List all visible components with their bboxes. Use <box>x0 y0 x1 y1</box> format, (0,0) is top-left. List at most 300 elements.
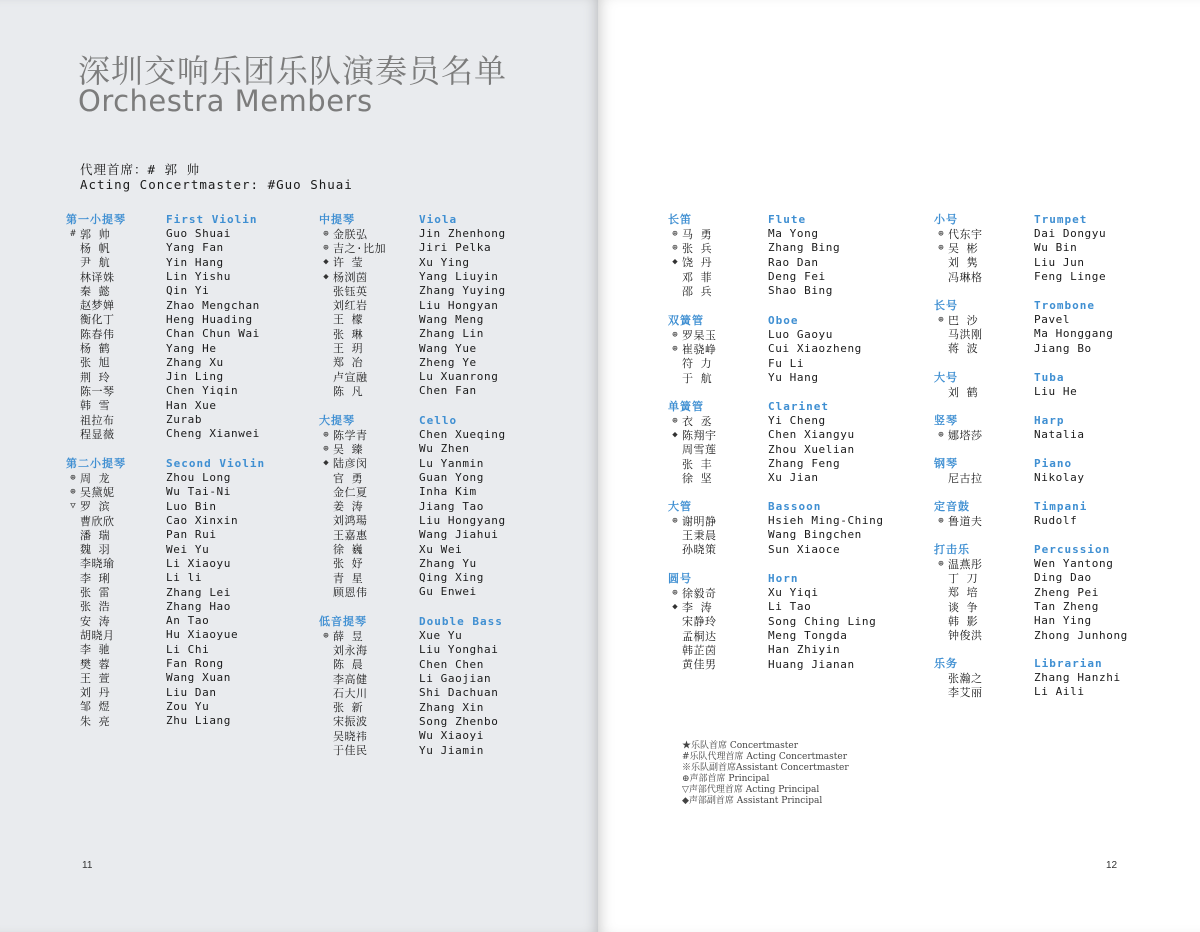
member-name-cn: 张 旭 <box>80 356 111 370</box>
section-heading-en: First Violin <box>166 212 258 226</box>
member-row <box>319 384 506 398</box>
member-row <box>934 341 1113 355</box>
member-name-en: Hsieh Ming-Ching <box>768 514 884 528</box>
section-heading-cn: 长号 <box>934 299 958 313</box>
member-row <box>934 685 1121 699</box>
member-row <box>668 356 862 370</box>
member-name-cn: 罗 滨 <box>80 500 111 514</box>
legend-principal: ⊕声部首席 Principal <box>682 774 770 784</box>
legend-assistant-principal: ◆声部副首席 Assistant Principal <box>682 796 823 806</box>
member-row <box>668 428 855 442</box>
page-number-right: 12 <box>1106 860 1118 871</box>
section-heading-en: Librarian <box>1034 656 1103 670</box>
member-name-cn: 于 航 <box>682 371 713 385</box>
member-name-cn: 荆 玲 <box>80 370 111 384</box>
member-name-cn: 王秉晨 <box>682 528 717 542</box>
section-heading-en: Double Bass <box>419 614 503 628</box>
member-name-cn: 青 星 <box>333 571 364 585</box>
role-mark: ⊕ <box>938 515 944 526</box>
member-row <box>66 671 265 685</box>
member-name-cn: 鲁道夫 <box>948 514 983 528</box>
member-name-cn: 魏 羽 <box>80 543 111 557</box>
member-row <box>66 298 260 312</box>
member-name-en: Yi Cheng <box>768 414 826 428</box>
role-mark: ⊕ <box>938 429 944 440</box>
member-name-en: Wang Xuan <box>166 671 232 685</box>
member-name-en: Han Xue <box>166 398 217 412</box>
member-name-en: Heng Huading <box>166 312 253 326</box>
section-heading-cn: 小号 <box>934 213 958 227</box>
member-name-cn: 饶 丹 <box>682 256 713 270</box>
member-row <box>668 657 876 671</box>
member-name-cn: 顾恩伟 <box>333 585 368 599</box>
member-name-en: Fu Li <box>768 356 805 370</box>
role-mark: ⊕ <box>323 429 329 440</box>
member-name-en: Zhou Long <box>166 471 232 485</box>
member-name-en: Zhao Mengchan <box>166 298 260 312</box>
member-name-cn: 杨浏茵 <box>333 270 368 284</box>
member-row <box>66 341 260 355</box>
member-name-cn: 王嘉惠 <box>333 528 368 542</box>
member-name-en: Rao Dan <box>768 255 819 269</box>
member-name-en: Liu He <box>1034 385 1078 399</box>
member-row <box>319 241 506 255</box>
member-row <box>66 312 260 326</box>
member-name-en: Jiang Tao <box>419 499 485 513</box>
section-heading-cn: 第二小提琴 <box>66 457 126 471</box>
member-row <box>66 427 260 441</box>
title-english: Orchestra Members <box>78 84 373 118</box>
role-mark: ◆ <box>672 257 678 268</box>
section-heading <box>668 313 862 328</box>
member-name-en: Liu Hongyang <box>419 513 506 527</box>
member-name-cn: 陈一琴 <box>80 384 115 398</box>
section-heading <box>934 542 1128 557</box>
member-row <box>319 499 506 513</box>
member-name-cn: 陈 凡 <box>333 384 364 398</box>
member-name-cn: 林译姝 <box>80 270 115 284</box>
role-mark: ⊕ <box>938 558 944 569</box>
member-name-en: Yin Hang <box>166 255 224 269</box>
member-row <box>66 542 265 556</box>
member-name-cn: 朱 亮 <box>80 714 111 728</box>
member-name-en: Zheng Ye <box>419 355 477 369</box>
member-row <box>668 241 840 255</box>
member-row <box>668 614 876 628</box>
member-name-cn: 张 兵 <box>682 241 713 255</box>
member-name-cn: 张瀚之 <box>948 671 983 685</box>
section-timpani <box>934 499 1087 528</box>
acting-concertmaster <box>80 162 353 192</box>
member-name-en: Chan Chun Wai <box>166 327 260 341</box>
section-heading-en: Tuba <box>1034 370 1065 384</box>
member-name-en: Xu Jian <box>768 471 819 485</box>
section-heading <box>319 614 503 629</box>
section-heading-en: Clarinet <box>768 399 829 413</box>
member-row <box>66 642 265 656</box>
member-name-cn: 黄佳男 <box>682 658 717 672</box>
member-name-cn: 谈 争 <box>948 600 979 614</box>
section-heading-en: Trumpet <box>1034 212 1088 226</box>
member-name-en: Yang Fan <box>166 241 224 255</box>
member-name-cn: 杨 鹤 <box>80 342 111 356</box>
member-name-en: Zhang Hanzhi <box>1034 671 1121 685</box>
member-name-en: Rudolf <box>1034 514 1078 528</box>
member-row <box>668 370 862 384</box>
member-name-en: Jiri Pelka <box>419 241 492 255</box>
section-heading-en: Timpani <box>1034 499 1088 513</box>
role-mark: # <box>70 228 76 239</box>
member-row <box>66 613 265 627</box>
role-mark: ⊕ <box>672 242 678 253</box>
section-oboe <box>668 313 862 385</box>
member-name-cn: 刘红岩 <box>333 299 368 313</box>
member-name-cn: 刘 鹤 <box>948 385 979 399</box>
member-name-en: Nikolay <box>1034 471 1085 485</box>
member-name-en: Wen Yantong <box>1034 557 1114 571</box>
member-name-cn: 张钰英 <box>333 284 368 298</box>
member-name-en: Xu Yiqi <box>768 586 819 600</box>
member-name-cn: 冯琳格 <box>948 270 983 284</box>
section-heading-cn: 大号 <box>934 371 958 385</box>
member-name-cn: 张 妤 <box>333 557 364 571</box>
member-name-en: Shi Dachuan <box>419 686 499 700</box>
member-name-en: Chen Yiqin <box>166 384 239 398</box>
member-row <box>668 528 884 542</box>
member-row <box>934 571 1128 585</box>
member-name-en: Ding Dao <box>1034 571 1092 585</box>
member-name-cn: 韩 影 <box>948 614 979 628</box>
section-heading <box>934 499 1087 514</box>
member-name-cn: 吴晓祎 <box>333 729 368 743</box>
member-name-cn: 周 龙 <box>80 471 111 485</box>
member-row <box>934 514 1087 528</box>
member-name-cn: 徐 坚 <box>682 471 713 485</box>
section-first-violin <box>66 212 260 441</box>
section-trumpet <box>934 212 1106 284</box>
member-name-cn: 陈春伟 <box>80 327 115 341</box>
member-name-cn: 张 琳 <box>333 327 364 341</box>
role-mark: ⊕ <box>323 228 329 239</box>
member-row <box>66 369 260 383</box>
member-row <box>319 714 503 728</box>
member-name-cn: 衡化丁 <box>80 313 115 327</box>
member-name-cn: 马 勇 <box>682 227 713 241</box>
member-row <box>668 456 855 470</box>
member-name-cn: 韩 雪 <box>80 399 111 413</box>
section-heading-en: Second Violin <box>166 456 266 470</box>
role-mark: ⊕ <box>672 515 678 526</box>
section-heading-en: Viola <box>419 212 458 226</box>
member-name-en: Lu Yanmin <box>419 456 485 470</box>
member-row <box>934 599 1128 613</box>
member-row <box>66 398 260 412</box>
section-cello <box>319 413 506 599</box>
member-row <box>66 384 260 398</box>
member-name-cn: 薛 昱 <box>333 629 364 643</box>
member-row <box>668 255 840 269</box>
member-name-cn: 尼古拉 <box>948 471 983 485</box>
member-row <box>934 671 1121 685</box>
member-name-en: Luo Gaoyu <box>768 328 834 342</box>
member-row <box>668 284 840 298</box>
member-row <box>319 428 506 442</box>
member-row <box>319 528 506 542</box>
member-row <box>66 485 265 499</box>
member-name-en: Feng Linge <box>1034 270 1107 284</box>
member-name-cn: 石大川 <box>333 686 368 700</box>
member-row <box>66 513 265 527</box>
section-second-violin <box>66 456 265 728</box>
section-piano <box>934 456 1085 485</box>
member-name-cn: 蒋 波 <box>948 342 979 356</box>
member-name-cn: 刘 丹 <box>80 686 111 700</box>
member-name-cn: 徐毅奇 <box>682 586 717 600</box>
legend-assistant-concertmaster: ※乐队副首席Assistant Concertmaster <box>682 763 849 773</box>
member-name-en: Hu Xiaoyue <box>166 628 239 642</box>
member-row <box>668 586 876 600</box>
member-name-cn: 韩芷茵 <box>682 643 717 657</box>
role-mark: ◆ <box>672 429 678 440</box>
member-row <box>66 528 265 542</box>
member-name-cn: 邓 菲 <box>682 270 713 284</box>
member-name-en: Zhang Yu <box>419 556 477 570</box>
member-name-en: Liu Jun <box>1034 255 1085 269</box>
member-name-en: Zhang Xu <box>166 355 224 369</box>
member-row <box>319 485 506 499</box>
member-row <box>668 342 862 356</box>
section-heading-en: Bassoon <box>768 499 822 513</box>
member-name-en: Pavel <box>1034 313 1071 327</box>
member-name-en: Guo Shuai <box>166 227 232 241</box>
member-name-cn: 宋振波 <box>333 715 368 729</box>
section-heading-cn: 打击乐 <box>934 543 970 557</box>
member-name-cn: 李 琍 <box>80 571 111 585</box>
member-name-en: Huang Jianan <box>768 657 855 671</box>
member-row <box>319 456 506 470</box>
section-trombone <box>934 298 1113 355</box>
member-name-cn: 尹 航 <box>80 256 111 270</box>
member-name-cn: 崔骁峥 <box>682 342 717 356</box>
member-name-cn: 李晓瑜 <box>80 557 115 571</box>
member-row <box>668 269 840 283</box>
member-row <box>66 628 265 642</box>
section-heading-cn: 大提琴 <box>319 414 355 428</box>
member-name-cn: 潘 瑞 <box>80 528 111 542</box>
section-heading-cn: 中提琴 <box>319 213 355 227</box>
member-row <box>66 284 260 298</box>
role-mark: ⊕ <box>672 587 678 598</box>
member-name-cn: 符 力 <box>682 357 713 371</box>
member-row <box>319 355 506 369</box>
member-name-en: Shao Bing <box>768 284 834 298</box>
section-heading-cn: 大管 <box>668 500 692 514</box>
member-row <box>934 614 1128 628</box>
member-name-en: Zhu Liang <box>166 714 232 728</box>
member-row <box>66 585 265 599</box>
member-row <box>934 471 1085 485</box>
section-flute <box>668 212 840 298</box>
member-name-cn: 吴 彬 <box>948 241 979 255</box>
member-name-cn: 李 涛 <box>682 600 713 614</box>
member-name-en: Zhang Lei <box>166 585 232 599</box>
section-heading <box>934 656 1121 671</box>
member-row <box>66 269 260 283</box>
member-name-en: Li Tao <box>768 600 812 614</box>
member-name-en: Wu Tai-Ni <box>166 485 232 499</box>
member-name-cn: 张 新 <box>333 701 364 715</box>
section-harp <box>934 413 1085 442</box>
member-name-cn: 罗杲玉 <box>682 328 717 342</box>
member-name-en: Pan Rui <box>166 528 217 542</box>
member-name-cn: 代东宇 <box>948 227 983 241</box>
member-name-en: Lu Xuanrong <box>419 370 499 384</box>
section-heading <box>934 212 1106 227</box>
member-name-en: Zhang Lin <box>419 327 485 341</box>
member-name-en: Li Gaojian <box>419 672 492 686</box>
page-number-left: 11 <box>82 860 93 871</box>
role-mark: ⊕ <box>70 472 76 483</box>
member-name-cn: 张 丰 <box>682 457 713 471</box>
member-name-en: Yang Liuyin <box>419 270 499 284</box>
member-name-cn: 安 涛 <box>80 614 111 628</box>
member-name-cn: 曹欣欣 <box>80 514 115 528</box>
role-mark: ⊕ <box>938 314 944 325</box>
member-row <box>934 327 1113 341</box>
member-row <box>66 571 265 585</box>
member-name-cn: 李高健 <box>333 672 368 686</box>
member-row <box>668 227 840 241</box>
member-name-cn: 许 莹 <box>333 256 364 270</box>
section-heading-en: Trombone <box>1034 298 1095 312</box>
section-heading-en: Piano <box>1034 456 1073 470</box>
member-name-en: Li Xiaoyu <box>166 556 232 570</box>
member-name-en: Natalia <box>1034 428 1085 442</box>
member-name-cn: 李 驰 <box>80 643 111 657</box>
member-name-en: Wang Meng <box>419 312 485 326</box>
role-mark: ⊕ <box>938 228 944 239</box>
member-row <box>934 269 1106 283</box>
member-row <box>668 442 855 456</box>
member-name-cn: 邵 兵 <box>682 284 713 298</box>
member-name-en: Liu Dan <box>166 685 217 699</box>
member-row <box>934 241 1106 255</box>
member-name-en: Li Aili <box>1034 685 1085 699</box>
member-name-cn: 程显薇 <box>80 427 115 441</box>
section-clarinet <box>668 399 855 485</box>
section-heading <box>668 399 855 414</box>
member-row <box>934 628 1128 642</box>
member-name-cn: 陈 晨 <box>333 658 364 672</box>
member-name-cn: 温燕彤 <box>948 557 983 571</box>
member-name-cn: 郑 冶 <box>333 356 364 370</box>
role-mark: ⊕ <box>323 443 329 454</box>
member-row <box>668 414 855 428</box>
section-heading <box>668 571 876 586</box>
member-name-en: Zurab <box>166 413 203 426</box>
member-row <box>319 686 503 700</box>
member-name-en: Xu Ying <box>419 255 470 269</box>
member-name-cn: 吉之·比加 <box>333 241 387 255</box>
section-viola <box>319 212 506 398</box>
member-row <box>319 743 503 757</box>
member-name-cn: 吴 臻 <box>333 442 364 456</box>
member-name-en: Zhang Feng <box>768 457 841 471</box>
member-name-en: Guan Yong <box>419 471 485 485</box>
member-name-en: Wu Xiaoyi <box>419 729 485 743</box>
role-mark: ▽ <box>70 501 76 512</box>
member-row <box>319 269 506 283</box>
member-name-en: Chen Fan <box>419 384 477 398</box>
member-name-en: Chen Chen <box>419 657 485 671</box>
member-row <box>319 629 503 643</box>
member-name-cn: 官 勇 <box>333 471 364 485</box>
member-row <box>66 714 265 728</box>
member-name-en: Han Zhiyin <box>768 643 841 657</box>
member-name-en: Dai Dongyu <box>1034 227 1107 241</box>
member-name-cn: 陈学青 <box>333 428 368 442</box>
member-row <box>668 328 862 342</box>
section-heading <box>934 456 1085 471</box>
role-mark: ⊕ <box>70 486 76 497</box>
member-row <box>934 557 1128 571</box>
member-name-cn: 张 浩 <box>80 600 111 614</box>
member-name-en: Wang Jiahui <box>419 528 499 542</box>
section-heading <box>66 456 265 471</box>
member-name-en: Wang Yue <box>419 341 477 355</box>
member-row <box>319 312 506 326</box>
member-name-en: Inha Kim <box>419 485 477 499</box>
section-heading-cn: 第一小提琴 <box>66 213 126 227</box>
section-heading-en: Oboe <box>768 313 799 327</box>
member-row <box>66 556 265 570</box>
member-name-cn: 张 雷 <box>80 586 111 600</box>
member-name-cn: 金仁夏 <box>333 485 368 499</box>
member-name-cn: 李艾丽 <box>948 685 983 699</box>
member-row <box>319 284 506 298</box>
member-name-cn: 秦 懿 <box>80 284 111 298</box>
member-row <box>319 341 506 355</box>
member-row <box>319 442 506 456</box>
section-heading-cn: 长笛 <box>668 213 692 227</box>
member-name-en: Liu Yonghai <box>419 643 499 657</box>
member-name-en: Qing Xing <box>419 571 485 585</box>
member-name-en: Jin Zhenhong <box>419 227 506 241</box>
member-row <box>668 471 855 485</box>
member-name-en: Fan Rong <box>166 657 224 670</box>
section-heading-cn: 单簧管 <box>668 400 704 414</box>
member-name-en: Deng Fei <box>768 270 826 284</box>
section-heading-cn: 竖琴 <box>934 414 958 428</box>
role-mark: ⊕ <box>323 242 329 253</box>
member-row <box>319 570 506 584</box>
member-row <box>66 241 260 255</box>
member-row <box>319 470 506 484</box>
member-row <box>319 556 506 570</box>
member-name-en: Wu Zhen <box>419 442 470 456</box>
member-name-cn: 吴黛妮 <box>80 485 115 499</box>
section-bassoon <box>668 499 884 556</box>
member-name-en: Wei Yu <box>166 542 210 556</box>
title-chinese: 深圳交响乐团乐队演奏员名单 <box>78 52 508 90</box>
member-name-cn: 衣 丞 <box>682 414 713 428</box>
member-name-en: Zou Yu <box>166 699 210 713</box>
member-name-cn: 巴 沙 <box>948 313 979 327</box>
member-row <box>66 227 260 241</box>
member-row <box>668 600 876 614</box>
member-name-cn: 王 檬 <box>333 313 364 327</box>
member-name-en: Li Chi <box>166 642 210 656</box>
